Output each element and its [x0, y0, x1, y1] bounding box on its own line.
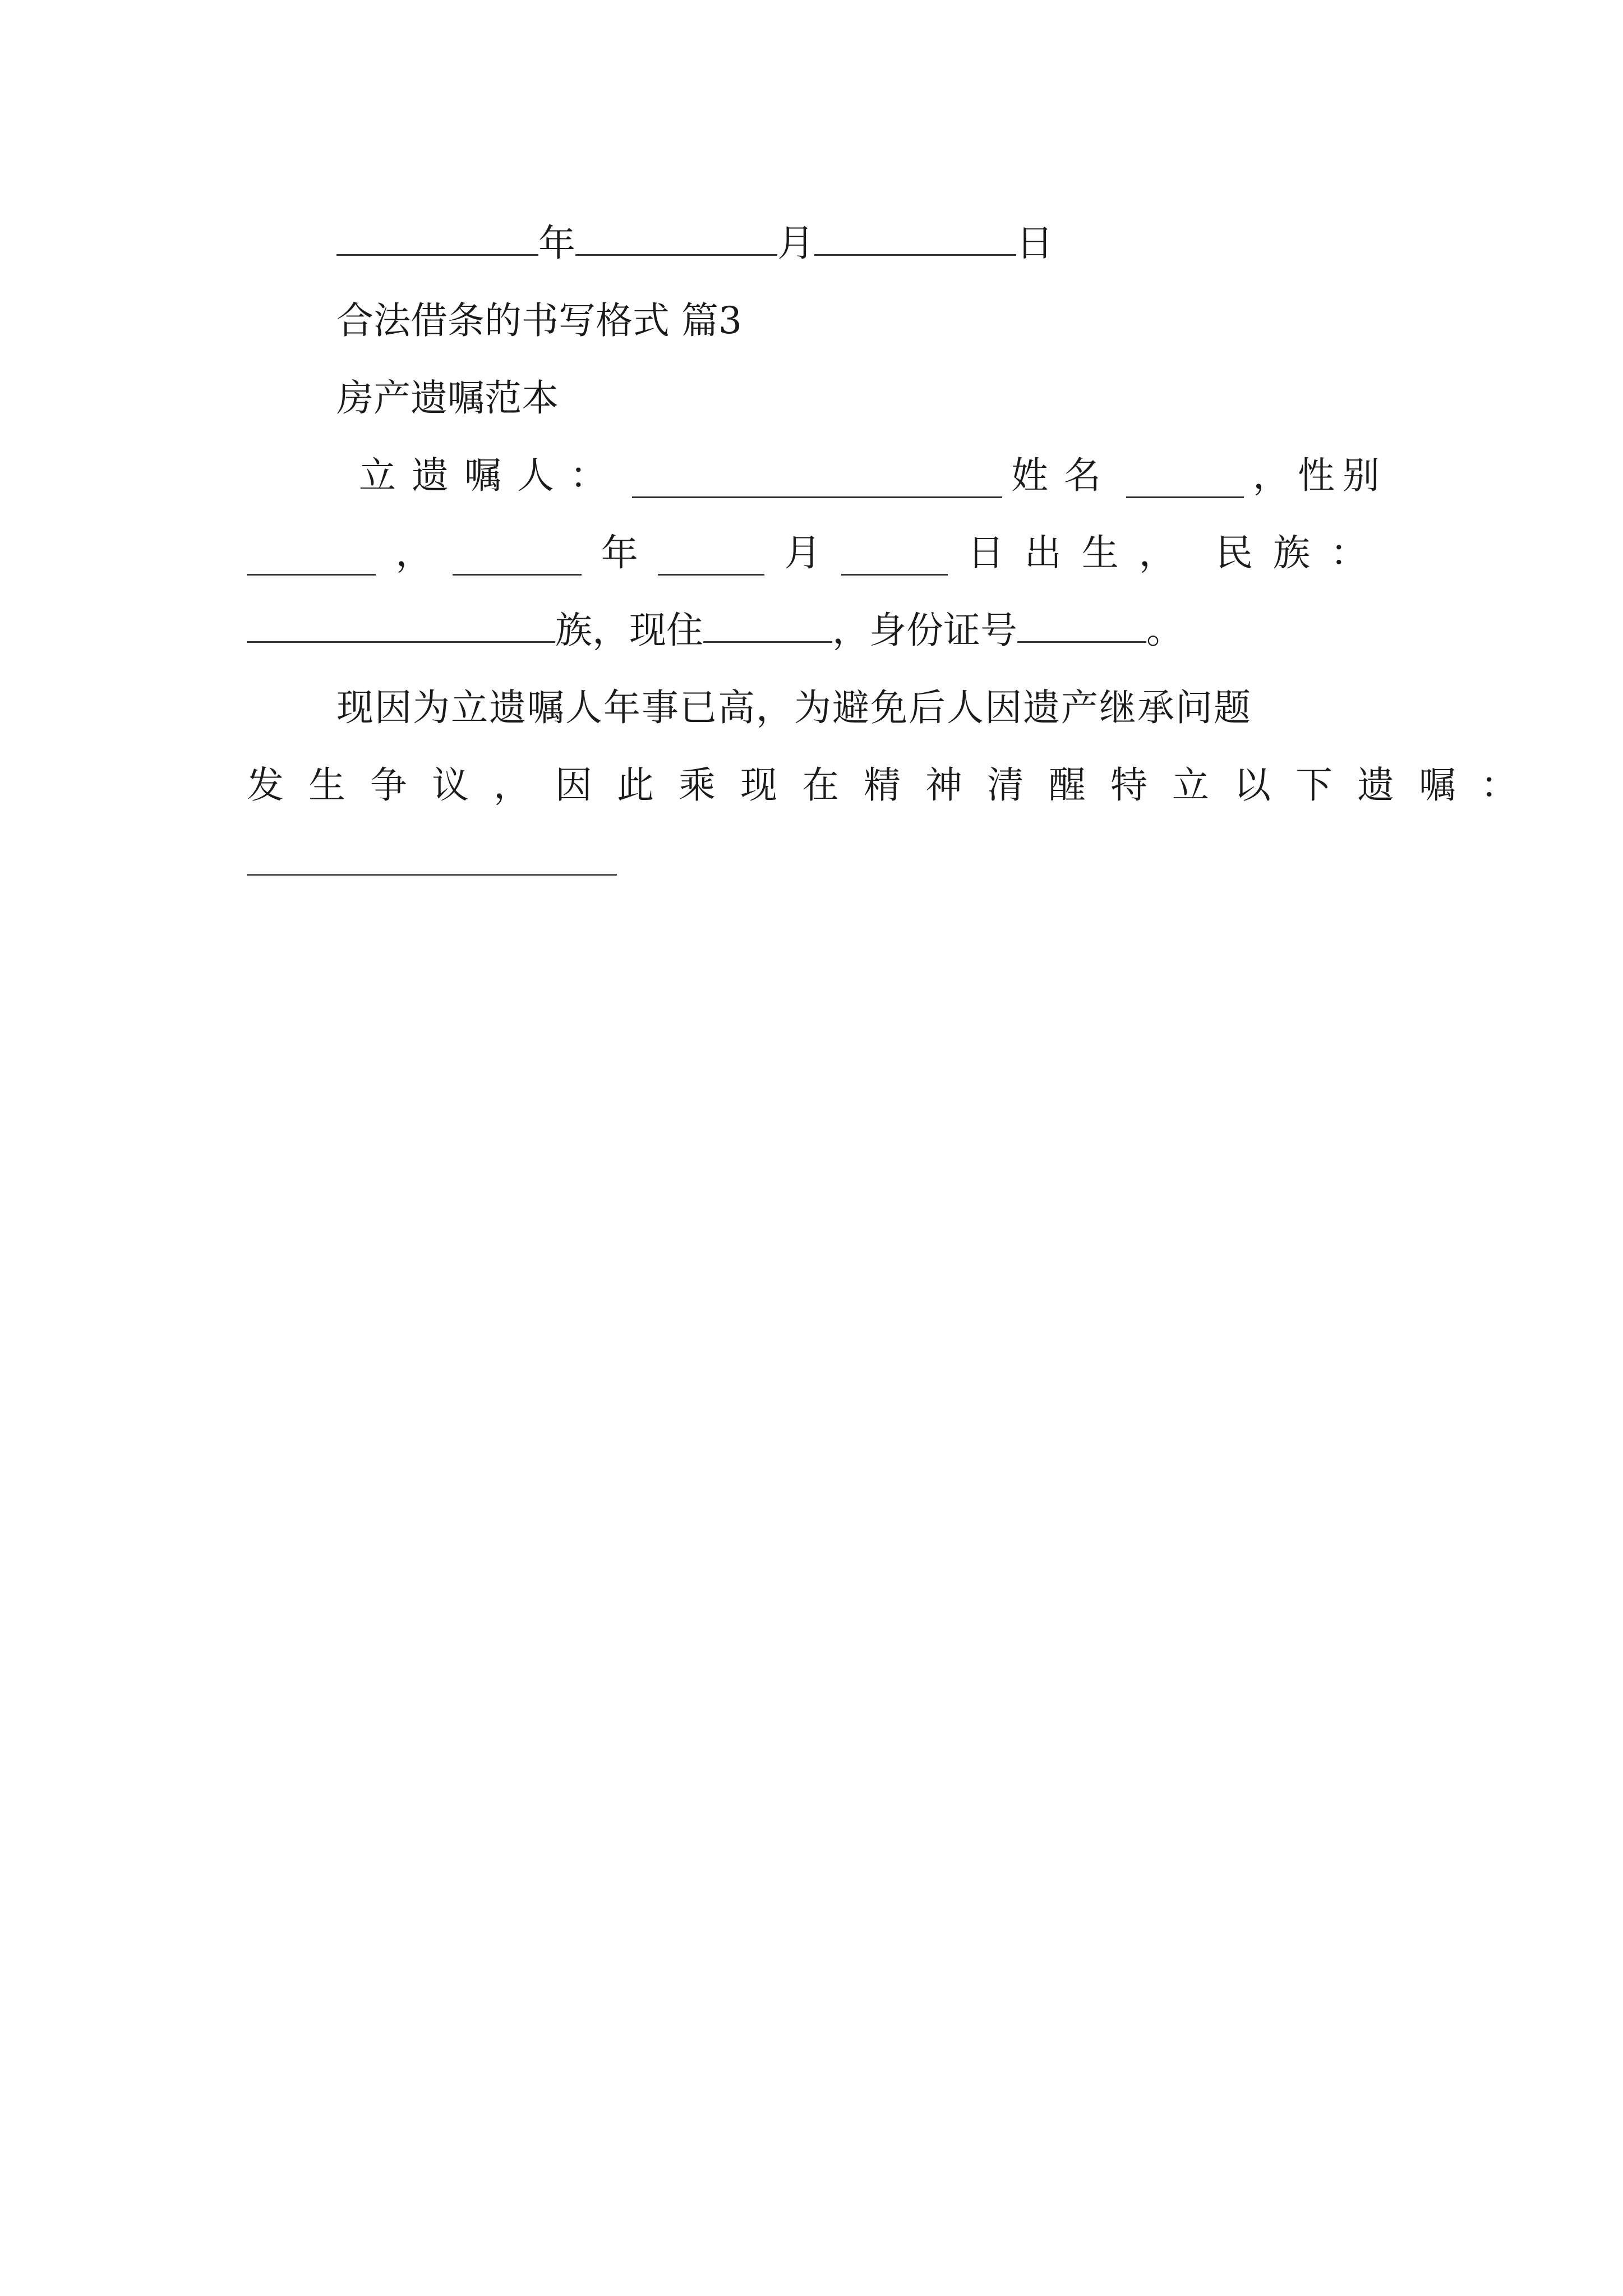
- testator-line-3: [247, 608, 1183, 653]
- birth-month-blank: [658, 541, 764, 576]
- comma: ，: [395, 531, 433, 574]
- gender-label: ，性别: [1253, 454, 1387, 497]
- id-blank: [1017, 609, 1146, 643]
- address-blank: [703, 609, 832, 643]
- year-blank: [336, 222, 538, 256]
- line-end: 。: [1146, 609, 1183, 652]
- testator-line-1: [359, 453, 1387, 498]
- testator-line-2: [247, 531, 1387, 576]
- name-label: 姓名: [1011, 454, 1117, 497]
- name-blank: [1126, 464, 1244, 498]
- body-line-2: [247, 763, 1542, 808]
- day-char: 日: [1016, 222, 1053, 265]
- day-blank: [814, 222, 1016, 256]
- ethnicity-blank: [247, 609, 555, 643]
- body-line-2-text: 发生争议，因此乘现在精神清醒特立以下遗嘱：: [247, 763, 1542, 807]
- ethnicity-label: 民族：: [1216, 531, 1387, 574]
- birth-year-char: 年: [601, 531, 638, 574]
- id-label: ，身份证号: [832, 609, 1017, 652]
- month-char: 月: [777, 222, 814, 265]
- birth-day-label: 日出生，: [967, 531, 1196, 574]
- month-blank: [575, 222, 777, 256]
- gender-blank: [247, 541, 376, 576]
- date-line: [336, 221, 1053, 266]
- testator-blank: [632, 464, 1002, 498]
- body-line-1: 现因为立遗嘱人年事已高，为避免后人因遗产继承问题: [336, 686, 1252, 729]
- birth-month-char: 月: [784, 531, 822, 574]
- signature-rule: [247, 874, 617, 876]
- testator-label: 立遗嘱人：: [359, 454, 623, 497]
- ethnicity-suffix: 族，现住: [555, 609, 703, 652]
- birth-year-blank: [453, 541, 582, 576]
- document-subtitle: 房产遗嘱范本: [336, 376, 559, 420]
- document-heading: 合法借条的书写格式 篇3: [336, 299, 742, 342]
- birth-day-blank: [841, 541, 948, 576]
- year-char: 年: [538, 222, 575, 265]
